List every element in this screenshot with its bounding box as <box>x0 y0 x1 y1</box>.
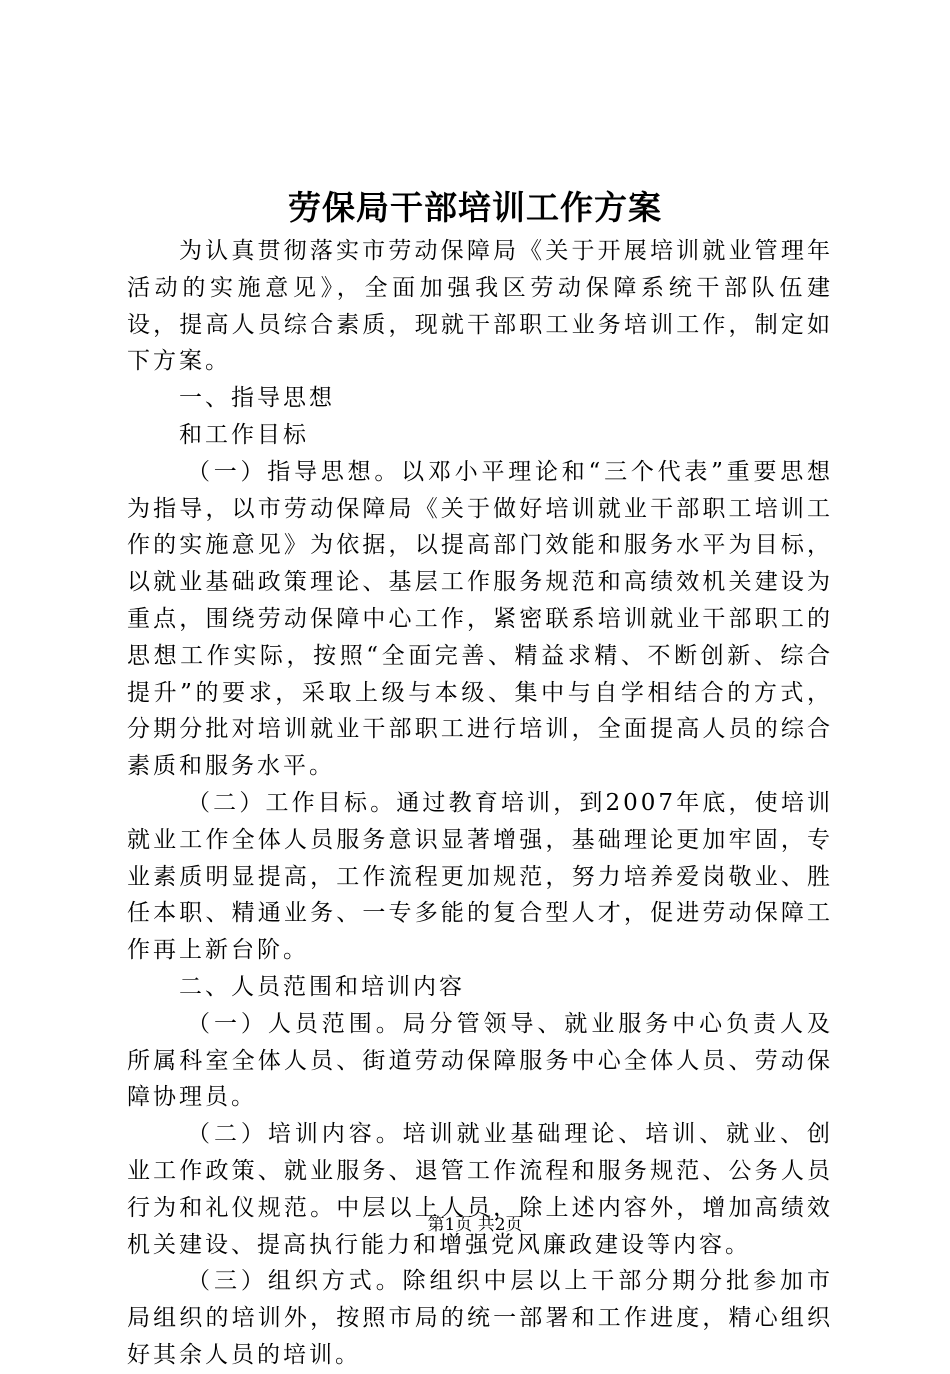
personnel-scope-paragraph: （一）人员范围。局分管领导、就业服务中心负责人及所属科室全体人员、街道劳动保障服务中心全体人员、劳动保障协理员。 <box>127 1010 833 1111</box>
work-goal-paragraph: （二）工作目标。通过教育培训，到2007年底，使培训就业工作全体人员服务意识显著增强，基础理论更加牢固，专业素质明显提高，工作流程更加规范，努力培养爱岗敬业、胜任本职、精通业务、一专多能的复合型人才，促进劳动保障工作再上新台阶。 <box>127 789 833 964</box>
organization-method-paragraph: （三）组织方式。除组织中层以上干部分期分批参加市局组织的培训外，按照市局的统一部署和工作进度，精心组织好其余人员的培训。 <box>127 1268 833 1368</box>
document-title: 劳保局干部培训工作方案 <box>288 188 662 227</box>
document-body <box>127 233 833 1374</box>
section-heading-1: 一、指导思想 <box>179 385 335 412</box>
page-footer: 第1页 共2页 <box>427 1215 523 1235</box>
section-heading-2: 二、人员范围和培训内容 <box>179 973 465 1000</box>
intro-paragraph: 为认真贯彻落实市劳动保障局《关于开展培训就业管理年活动的实施意见》，全面加强我区劳动保障系统干部队伍建设，提高人员综合素质，现就干部职工业务培训工作，制定如下方案。 <box>127 238 833 375</box>
section-heading-1-continued: 和工作目标 <box>179 421 309 448</box>
training-content-paragraph: （二）培训内容。培训就业基础理论、培训、就业、创业工作政策、就业服务、退管工作流程和服务规范、公务人员行为和礼仪规范。中层以上人员，除上述内容外，增加高绩效机关建设、提高执行能力和增强党风廉政建设等内容。 <box>127 1121 833 1258</box>
guiding-thought-paragraph: （一）指导思想。以邓小平理论和“三个代表”重要思想为指导，以市劳动保障局《关于做好培训就业干部职工培训工作的实施意见》为依据，以提高部门效能和服务水平为目标，以就业基础政策理论、基层工作服务规范和高绩效机关建设为重点，围绕劳动保障中心工作，紧密联系培训就业干部职工的思想工作实际，按照“全面完善、精益求精、不断创新、综合提升”的要求，采取上级与本级、集中与自学相结合的方式，分期分批对培训就业干部职工进行培训，全面提高人员的综合素质和服务水平。 <box>127 458 833 780</box>
